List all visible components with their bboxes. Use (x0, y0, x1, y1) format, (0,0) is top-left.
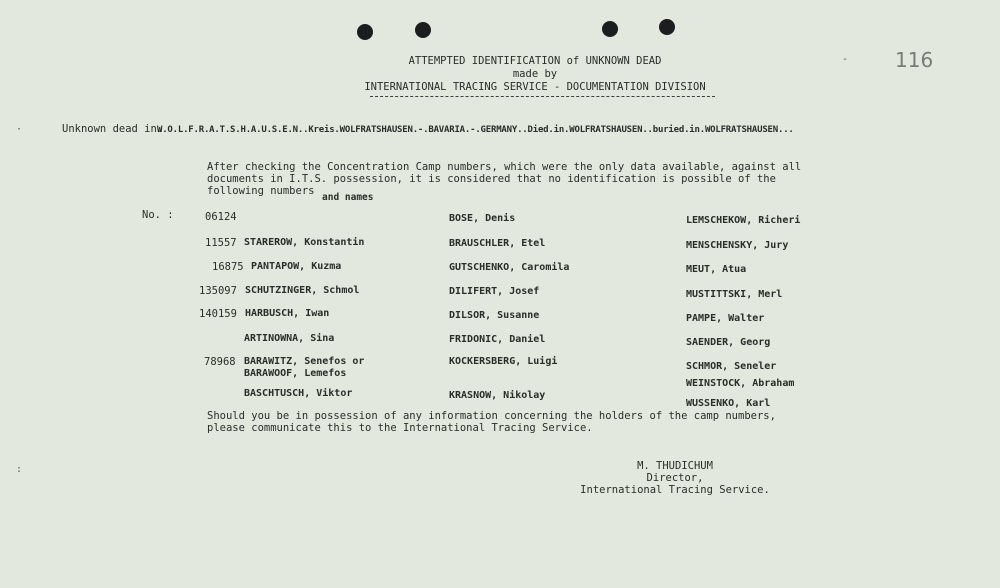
header-made-by: made by (512, 68, 558, 80)
punch-hole-3 (602, 21, 618, 37)
col3-name: SAENDER, Georg (686, 337, 771, 348)
col3-name: MEUT, Atua (686, 264, 747, 275)
col3-name: MUSTITTSKI, Merl (686, 289, 783, 300)
col1-name: SCHUTZINGER, Schmol (245, 285, 360, 296)
col2-name: KRASNOW, Nikolay (449, 390, 546, 401)
col1-name: BASCHTUSCH, Viktor (244, 388, 353, 399)
page-number: 116 (895, 48, 934, 72)
col3-name: LEMSCHEKOW, Richeri (686, 215, 801, 226)
punch-hole-4 (659, 19, 675, 35)
unknown-dead-details: W.O.L.F.R.A.T.S.H.A.U.S.E.N..Kreis.WOLFRATSHAUSEN.-.BAVARIA.-.GERMANY..Died.in.WOLFRATSHAUSEN..buried.in.WOLFRATSHAUSEN... (157, 125, 794, 135)
col1-number: 11557 (205, 237, 237, 249)
margin-dash: - (842, 54, 849, 65)
intro-line-3: following numbers (207, 185, 315, 197)
margin-tick-2: : (16, 464, 23, 475)
col3-name: WEINSTOCK, Abraham (686, 378, 795, 389)
col1-number: 135097 (199, 285, 237, 297)
punch-hole-2 (415, 22, 431, 38)
col2-name: KOCKERSBERG, Luigi (449, 356, 558, 367)
closing-line-1: Should you be in possession of any information concerning the holders of the camp numbers, (207, 410, 776, 422)
col1-number: 16875 (212, 261, 244, 273)
intro-line-2: documents in I.T.S. possession, it is considered that no identification is possible of the (207, 173, 776, 185)
col2-name: DILIFERT, Josef (449, 286, 540, 297)
punch-hole-1 (357, 24, 373, 40)
col1-name: PANTAPOW, Kuzma (251, 261, 342, 272)
margin-tick-1: · (16, 124, 23, 135)
col3-name: PAMPE, Walter (686, 313, 765, 324)
intro-line-3b: and names (322, 192, 374, 203)
col2-name: BRAUSCHLER, Etel (449, 238, 546, 249)
header-underline (370, 96, 715, 97)
col3-name: MENSCHENSKY, Jury (686, 240, 789, 251)
signature-organization: International Tracing Service. (580, 484, 770, 496)
col1-number: 06124 (205, 211, 237, 223)
signature-name: M. THUDICHUM (637, 460, 713, 472)
col2-name: BOSE, Denis (449, 213, 516, 224)
col1-number: 140159 (199, 308, 237, 320)
col2-name: FRIDONIC, Daniel (449, 334, 546, 345)
col1-name: STAREROW, Konstantin (244, 237, 365, 248)
col1-number: 78968 (204, 356, 236, 368)
col1-name: BARAWOOF, Lemefos (244, 368, 347, 379)
col1-name: BARAWITZ, Senefos or (244, 356, 365, 367)
col1-name: ARTINOWNA, Sina (244, 333, 335, 344)
header-title: ATTEMPTED IDENTIFICATION of UNKNOWN DEAD (408, 55, 662, 67)
unknown-dead-label: Unknown dead in. (62, 123, 164, 135)
signature-title: Director, (646, 472, 704, 484)
col2-name: GUTSCHENKO, Caromila (449, 262, 570, 273)
col1-name: HARBUSCH, Iwan (245, 308, 330, 319)
col3-name: SCHMOR, Seneler (686, 361, 777, 372)
number-label: No. : (142, 209, 174, 221)
col3-name: WUSSENKO, Karl (686, 398, 771, 409)
col2-name: DILSOR, Susanne (449, 310, 540, 321)
closing-line-2: please communicate this to the International Tracing Service. (207, 422, 593, 434)
header-organization: INTERNATIONAL TRACING SERVICE - DOCUMENTATION DIVISION (364, 81, 706, 93)
intro-line-1: After checking the Concentration Camp numbers, which were the only data available, against all (207, 161, 802, 173)
